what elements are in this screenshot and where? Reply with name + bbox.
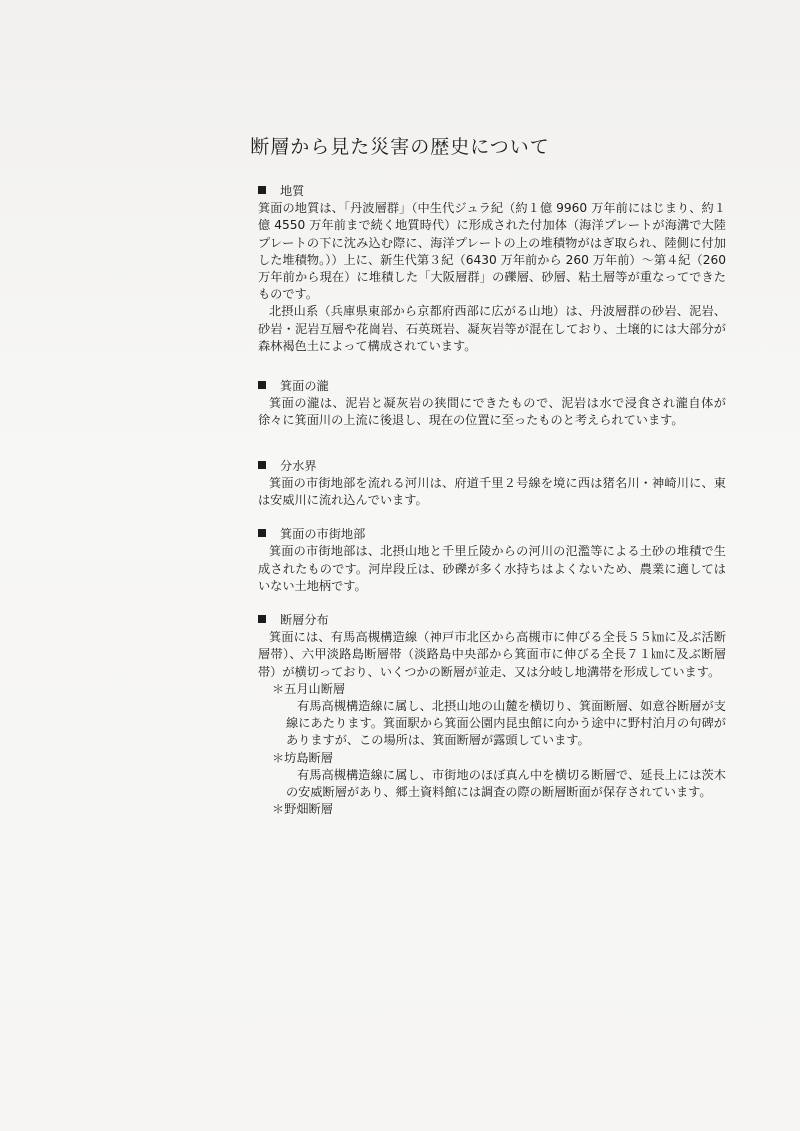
section-fault-distribution — [258, 612, 726, 818]
section-geology — [258, 183, 726, 355]
section-heading-label: 分水界 — [280, 458, 317, 473]
square-bullet-icon — [258, 615, 266, 623]
section-heading — [258, 378, 726, 395]
section-heading — [258, 458, 726, 475]
section-minoo-falls — [258, 378, 726, 430]
document-body — [258, 183, 726, 819]
section-urban-area — [258, 526, 726, 595]
square-bullet-icon — [258, 186, 266, 194]
section-watershed — [258, 458, 726, 510]
page-title: 断層から見た災害の歴史について — [250, 136, 550, 158]
paragraph: 箕面の瀧は、泥岩と凝灰岩の狭間にできたもので、泥岩は水で浸食され瀧自体が徐々に箕面川の上流に後退し、現在の位置に至ったものと考えられています。 — [258, 396, 726, 428]
paragraph: 北摂山系（兵庫県東部から京都府西部に広がる山地）は、丹波層群の砂岩、泥岩、砂岩・泥岩互層や花崗岩、石英斑岩、凝灰岩等が混在しており、土壌的には大部分が森林褐色土によって構成されています。 — [258, 304, 726, 353]
subsection-body: 有馬高槻構造線に属し、市街地のほぼ真ん中を横切る断層で、延長上には茨木の安威断層があり、郷土資料館には調査の際の断層断面が保存されています。 — [286, 767, 726, 800]
subsection-body: 有馬高槻構造線に属し、北摂山地の山麓を横切り、箕面断層、如意谷断層が支線にあたります。箕面駅から箕面公園内昆虫館に向かう途中に野村泊月の句碑がありますが、この場所は、箕面断層が露頭しています。 — [286, 699, 726, 748]
paragraph: 箕面の地質は、「丹波層群」（中生代ジュラ紀（約１億 9960 万年前にはじまり、約１億 4550 万年前まで続く地質時代）に形成された付加体（海洋プレートが海溝で大陸プレートの下に沈み込む際に、海洋プレートの上の堆積物がはぎ取られ、陸側に付加した堆積物。））上に、新生代第３紀（6430 万年前から 260 万年前）～第４紀（260 万年前から現在）に堆積した「大阪層群」の礫層、砂層、粘土層等が重なってできたものです。 — [258, 201, 726, 302]
paragraph: 箕面の市街地部は、北摂山地と千里丘陵からの河川の氾濫等による土砂の堆積で生成されたものです。河岸段丘は、砂礫が多く水持ちはよくないため、農業に適してはいない土地柄です。 — [258, 544, 726, 593]
subsection-title: ＊坊島断層 — [272, 750, 333, 765]
subsection-title: ＊五月山断層 — [272, 681, 346, 696]
section-heading — [258, 526, 726, 543]
section-heading-label: 断層分布 — [280, 613, 329, 628]
paragraph: 箕面の市街地部を流れる河川は、府道千里２号線を境に西は猪名川・神崎川に、東は安威川に流れ込んでいます。 — [258, 475, 726, 508]
subsection-title: ＊野畑断層 — [272, 802, 333, 817]
section-heading-label: 箕面の市街地部 — [280, 527, 366, 542]
section-heading-label: 地質 — [280, 184, 305, 198]
square-bullet-icon — [258, 529, 266, 537]
square-bullet-icon — [258, 381, 266, 389]
paragraph: 箕面には、有馬高槻構造線（神戸市北区から高槻市に伸びる全長５５㎞に及ぶ活断層帯）、六甲淡路島断層帯（淡路島中央部から箕面市に伸びる全長７１㎞に及ぶ断層帯）が横切っており、いくつかの断層が並走、又は分岐し地溝帯を形成しています。 — [258, 630, 726, 679]
section-heading — [258, 612, 726, 629]
section-heading-label: 箕面の瀧 — [280, 379, 329, 394]
section-heading — [258, 183, 726, 200]
square-bullet-icon — [258, 461, 266, 469]
